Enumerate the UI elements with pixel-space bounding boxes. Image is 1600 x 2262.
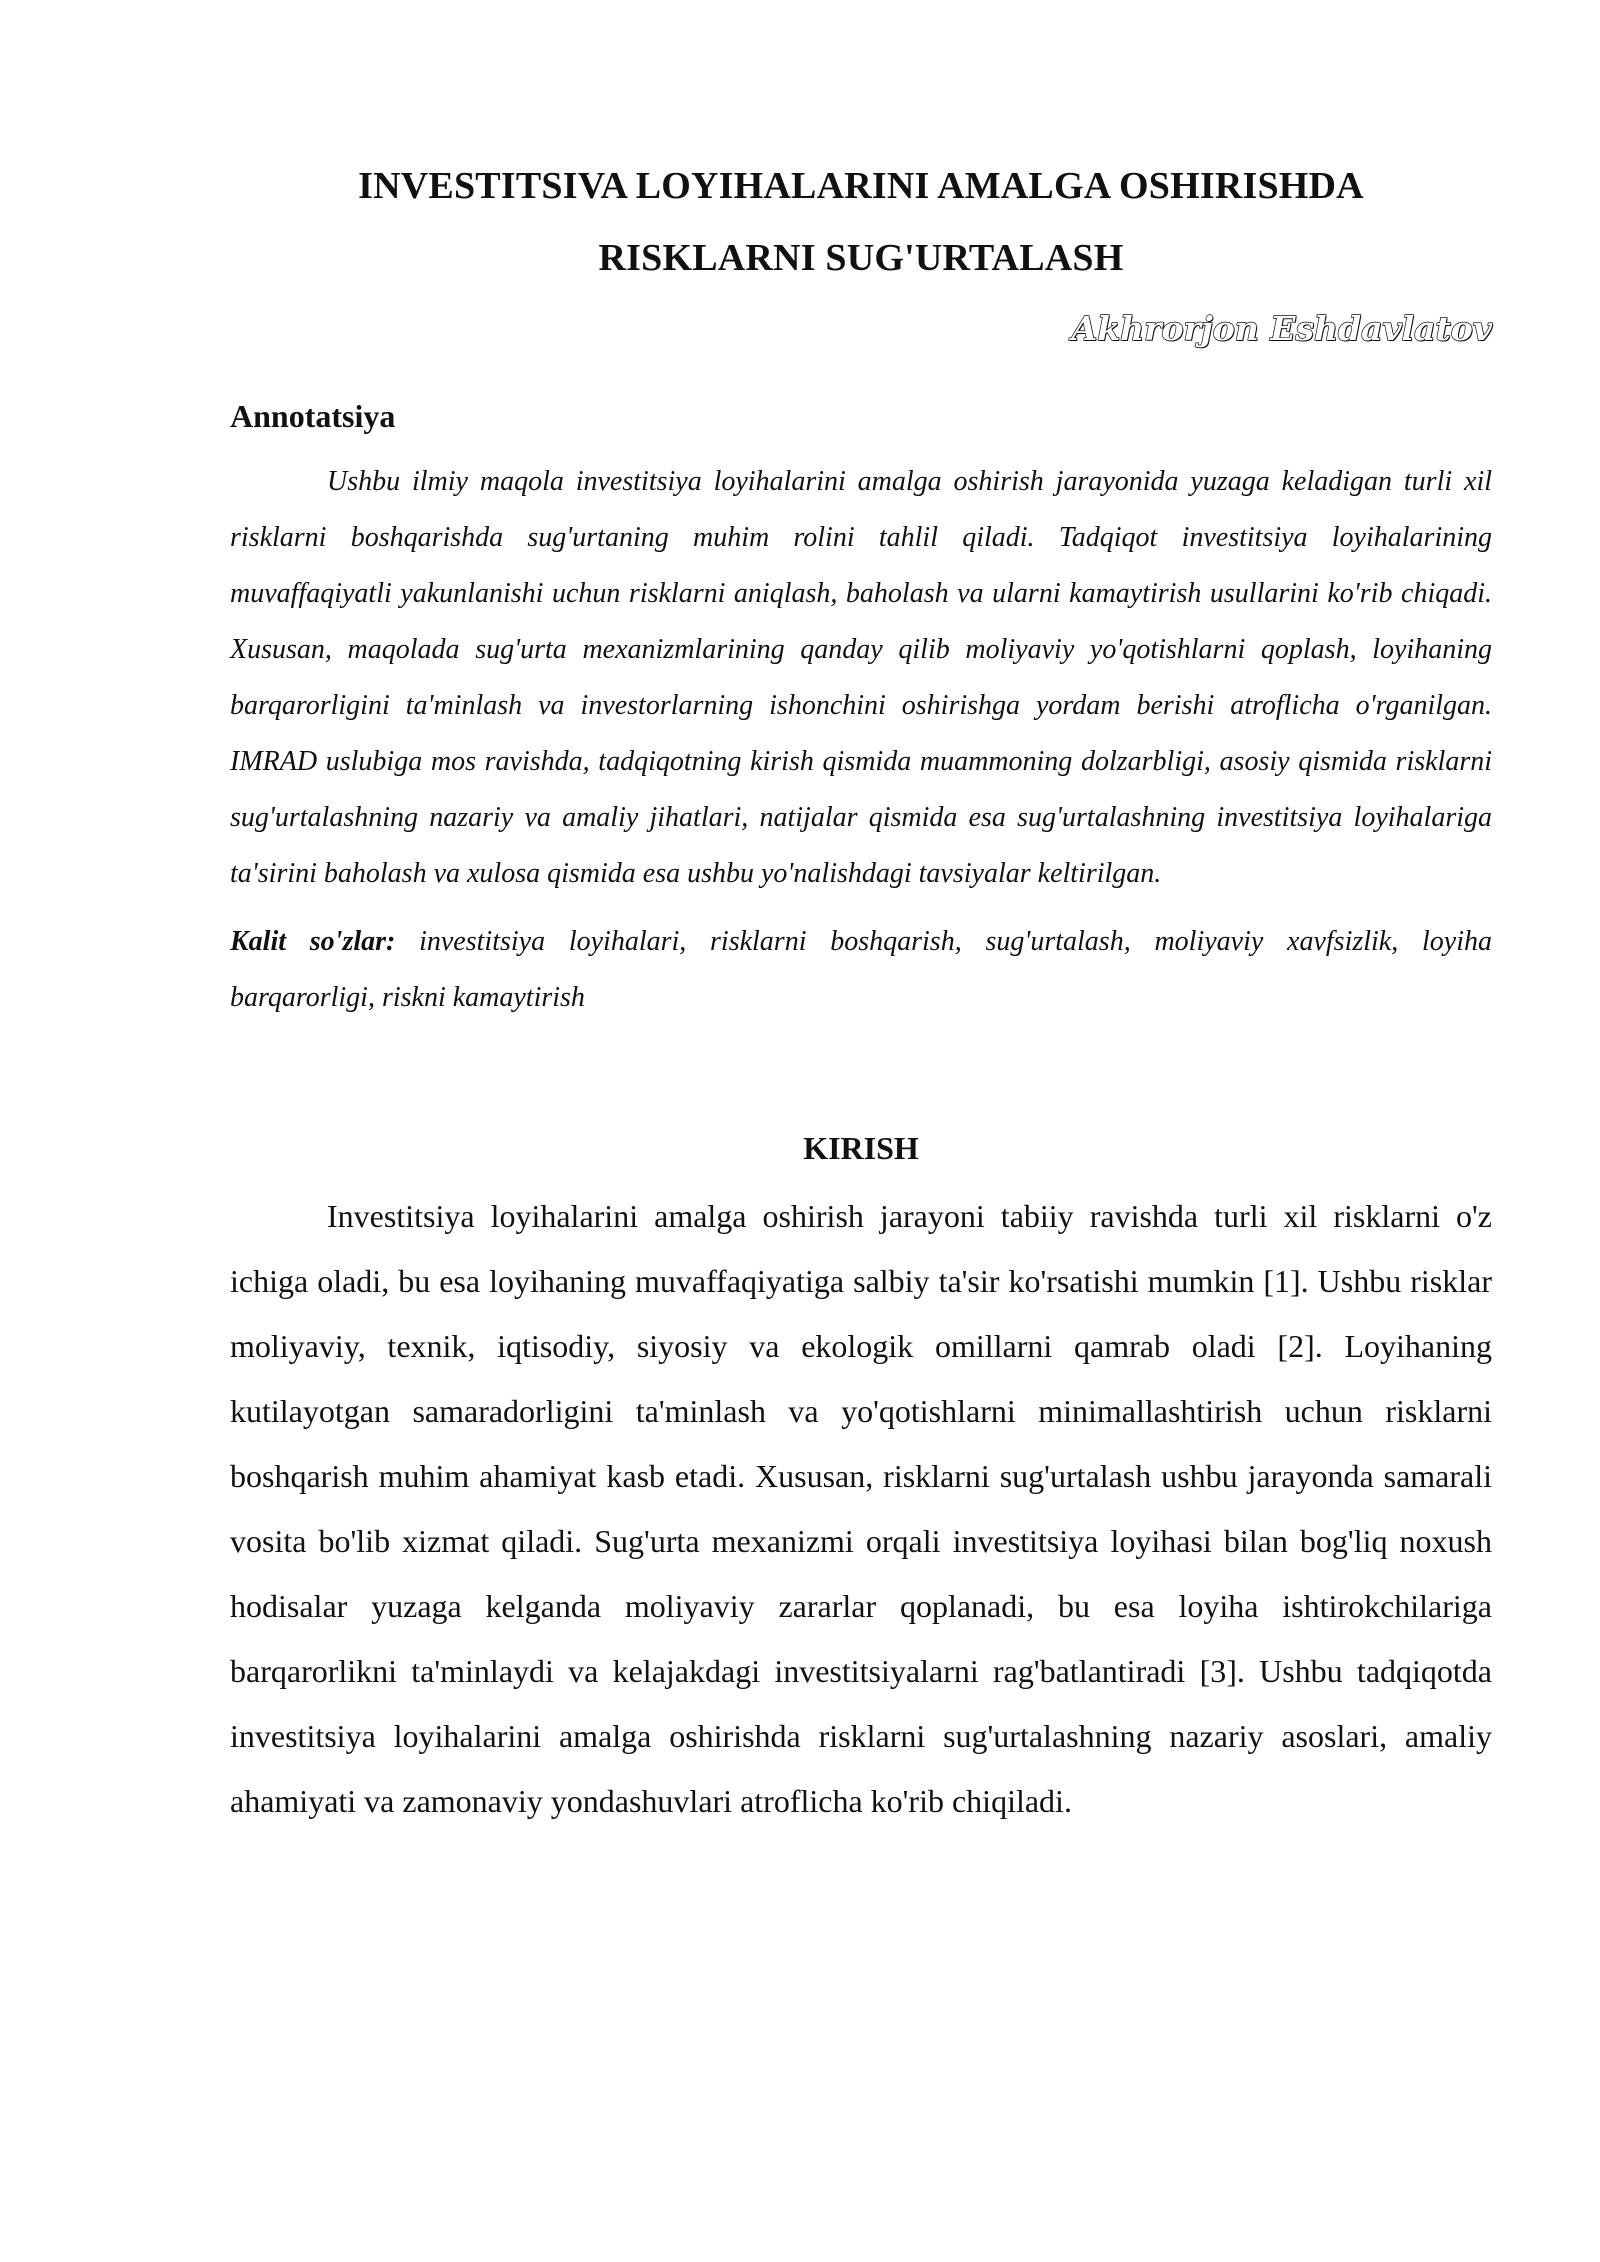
section-heading-kirish: KIRISH	[803, 1130, 919, 1166]
section-paragraph: Investitsiya loyihalarini amalga oshirish jarayoni tabiiy ravishda turli xil risklarni o'z ichiga oladi, bu esa loyihaning muvaffaqiyatiga salbiy ta'sir ko'rsatishi mumkin [1]. Ushbu risklar moliyaviy, texnik, iqtisodiy, siyosiy va ekologik omillarni qamrab oladi [2]. Loyihaning kutilayotgan samaradorligini ta'minlash va yo'qotishlarni minimallashtirish uchun risklarni boshqarish muhim ahamiyat kasb etadi. Xususan, risklarni sug'urtalash ushbu jarayonda samarali vosita bo'lib xizmat qiladi. Sug'urta mexanizmi orqali investitsiya loyihasi bilan bog'liq noxush hodisalar yuzaga kelganda moliyaviy zararlar qoplanadi, bu esa loyiha ishtirokchilariga barqarorlikni ta'minlaydi va kelajakdagi investitsiyalarni rag'batlantiradi [3]. Ushbu tadqiqotda investitsiya loyihalarini amalga oshirishda risklarni sug'urtalashning nazariy asoslari, amaliy ahamiyati va zamonaviy yondashuvlari atroflicha ko'rib chiqiladi.	[230, 1198, 1492, 1819]
annotation-text: Ushbu ilmiy maqola investitsiya loyihalarini amalga oshirish jarayonida yuzaga keladigan turli xil risklarni boshqarishda sug'urtaning muhim rolini tahlil qiladi. Tadqiqot investitsiya loyihalarining muvaffaqiyatli yakunlanishi uchun risklarni aniqlash, baholash va ularni kamaytirish usullarini ko'rib chiqadi. Xususan, maqolada sug'urta mexanizmlarining qanday qilib moliyaviy yo'qotishlarni qoplash, loyihaning barqarorligini ta'minlash va investorlarning ishonchini oshirishga yordam berishi atroflicha o'rganilgan. IMRAD uslubiga mos ravishda, tadqiqotning kirish qismida muammoning dolzarbligi, asosiy qismida risklarni sug'urtalashning nazariy va amaliy jihatlari, natijalar qismida esa sug'urtalashning investitsiya loyihalariga ta'sirini baholash va xulosa qismida esa ushbu yo'nalishdagi tavsiyalar keltirilgan.	[230, 466, 1492, 889]
keywords	[230, 914, 1492, 1026]
author-name: Akhrorjon Eshdavlatov	[1071, 309, 1492, 348]
paper-title-line-2: RISKLARNI SUG'URTALASH	[598, 237, 1124, 279]
paper-title	[230, 150, 1492, 294]
keywords-text: investitsiya loyihalari, risklarni boshqarish, sug'urtalash, moliyaviy xavfsizlik, loyiha barqarorligi, riskni kamaytirish	[230, 926, 1492, 1013]
annotation-heading: Annotatsiya	[230, 398, 396, 434]
paper-title-line-1: INVESTITSIVA LOYIHALARINI AMALGA OSHIRISHDA	[358, 165, 1364, 207]
keywords-label: Kalit so'zlar:	[230, 926, 396, 957]
paper-page	[230, 150, 1492, 1834]
